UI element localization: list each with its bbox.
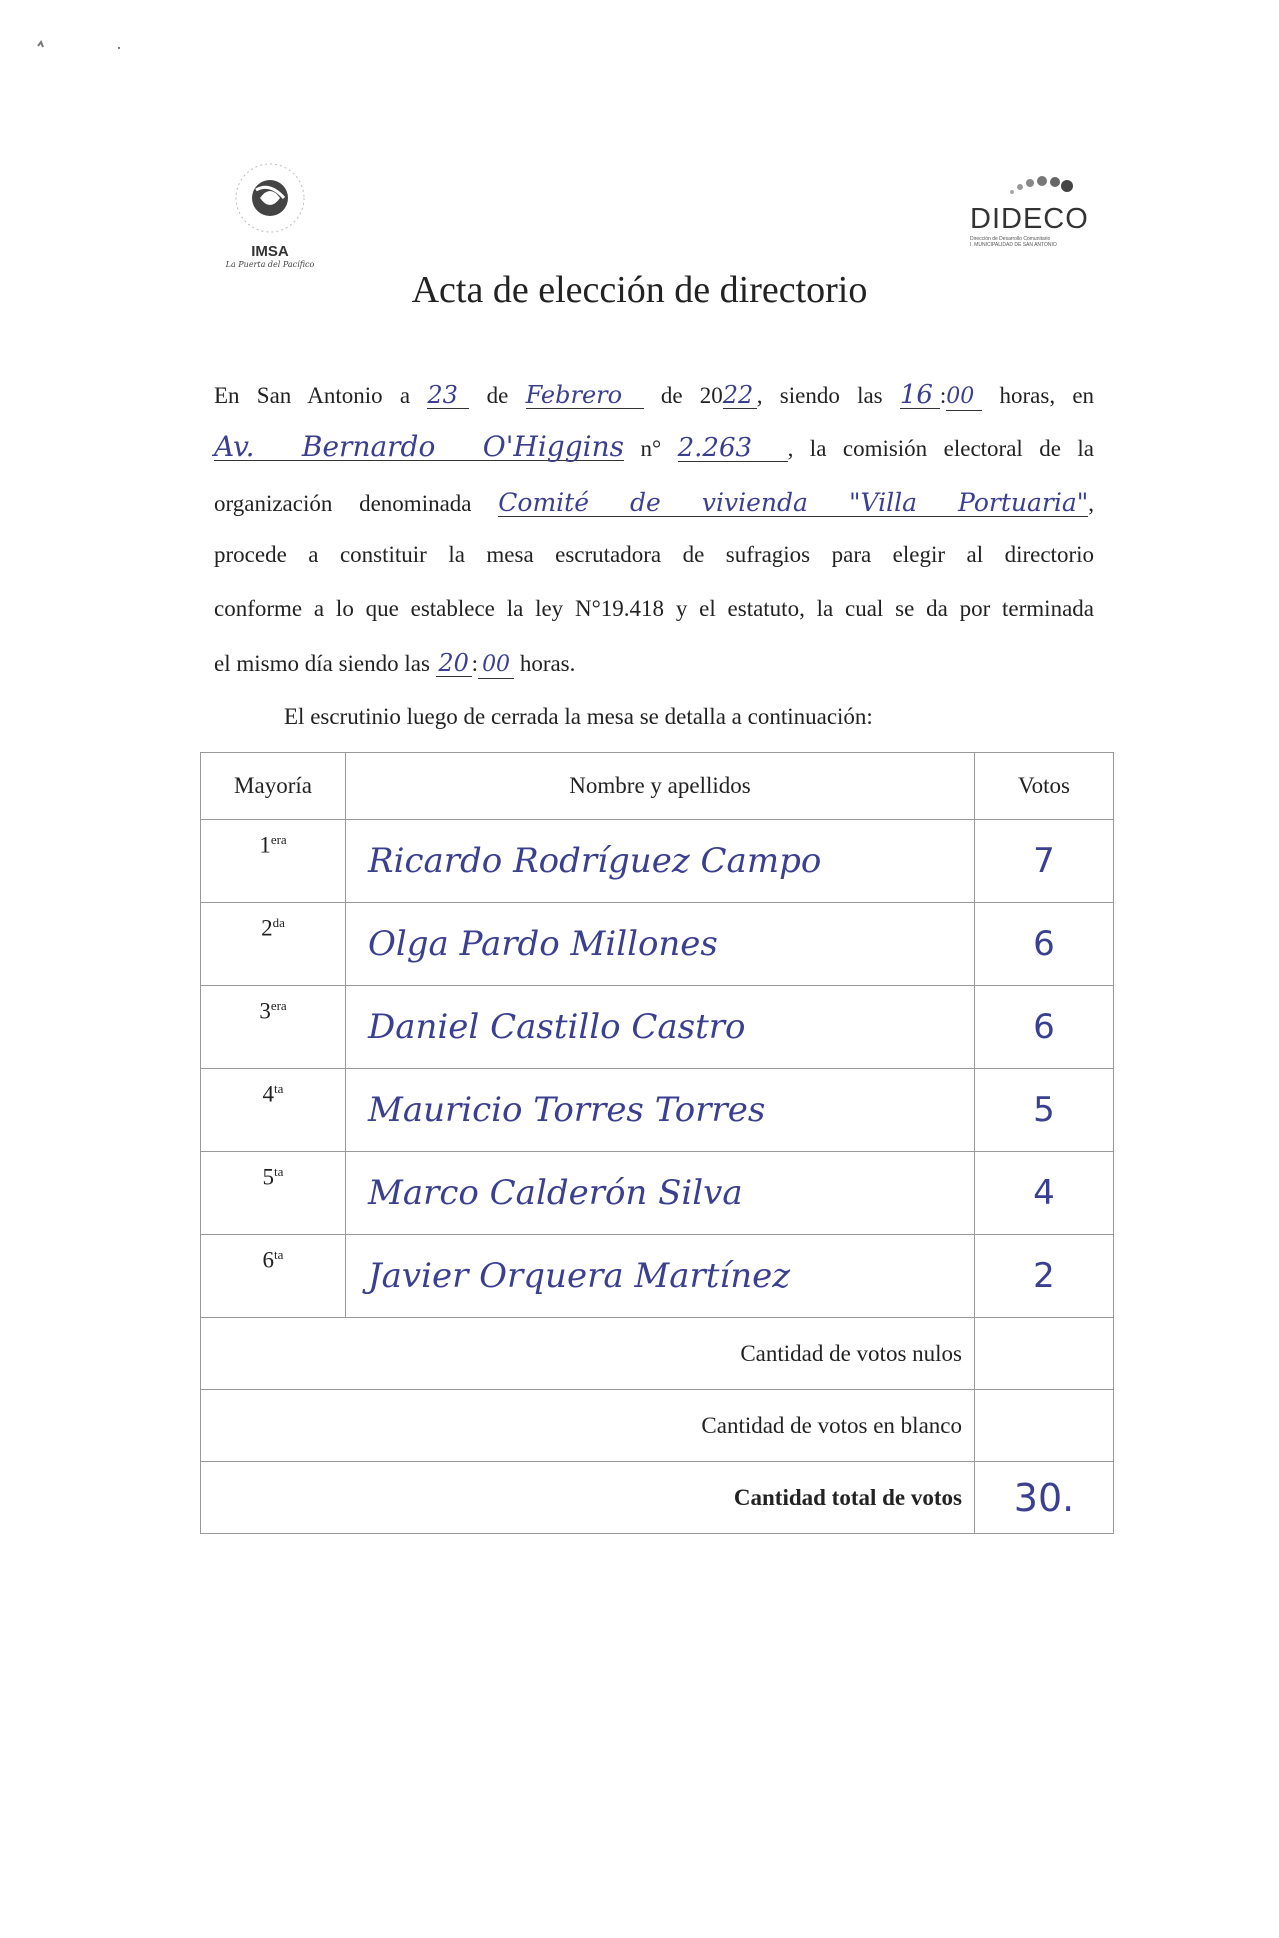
candidate-name: Ricardo Rodríguez Campo [368, 841, 822, 881]
candidate-name: Javier Orquera Martínez [368, 1256, 791, 1296]
rank-suffix: era [270, 998, 287, 1013]
dideco-logo-text: DIDECO [970, 203, 1089, 235]
end-hour-field: 20 [436, 650, 472, 677]
rank-cell [201, 1069, 346, 1152]
text-comision-electoral: , la comisión electoral de la [787, 436, 1095, 461]
total-value-cell [975, 1462, 1114, 1534]
candidate-name-cell [346, 1152, 975, 1235]
candidate-name: Olga Pardo Millones [368, 924, 718, 964]
text-horas-en: horas, en [999, 383, 1095, 408]
text-organizacion-denominada: organización denominada [214, 491, 472, 516]
total-row [201, 1462, 1114, 1534]
rank-number: 5 [262, 1164, 275, 1190]
header-votos: Votos [975, 753, 1114, 820]
candidate-votes: 6 [1033, 1007, 1055, 1047]
blanco-value [975, 1390, 1114, 1462]
rank-cell [201, 1152, 346, 1235]
candidate-name-cell [346, 986, 975, 1069]
table-row [201, 820, 1114, 903]
month-field: Febrero [526, 382, 644, 409]
candidate-name-cell [346, 903, 975, 986]
rank-cell [201, 1235, 346, 1318]
rank-number: 6 [262, 1247, 275, 1273]
votes-cell [975, 820, 1114, 903]
nulos-row [201, 1318, 1114, 1390]
rank-number: 2 [261, 915, 273, 941]
document-title: Acta de elección de directorio [411, 269, 868, 311]
table-row [201, 986, 1114, 1069]
candidate-name-cell [346, 1235, 975, 1318]
header-nombre: Nombre y apellidos [346, 753, 975, 820]
rank-suffix: ta [274, 1247, 284, 1262]
nulos-label: Cantidad de votos nulos [201, 1318, 975, 1390]
rank-suffix: da [272, 915, 285, 930]
nulos-value [975, 1318, 1114, 1390]
blanco-label: Cantidad de votos en blanco [201, 1390, 975, 1462]
paragraph-line-4: procede a constituir la mesa escrutadora de sufragios para elegir al directorio [214, 542, 1094, 567]
imsa-seal-icon [210, 160, 330, 240]
text-en-san-antonio: En San Antonio a [214, 383, 411, 408]
rank-cell [201, 903, 346, 986]
start-min-field: 00 [946, 384, 982, 411]
text-horas: horas. [519, 651, 576, 676]
paragraph-line-3 [214, 490, 1094, 517]
votes-cell [975, 986, 1114, 1069]
candidate-name: Daniel Castillo Castro [368, 1007, 746, 1047]
votes-cell [975, 1152, 1114, 1235]
imsa-logo-text: IMSA [251, 243, 289, 260]
rank-suffix: era [270, 832, 287, 847]
votes-cell [975, 903, 1114, 986]
text-numero: n° [640, 436, 662, 461]
paragraph-line-1 [214, 382, 1094, 411]
year-field: 22 [723, 382, 757, 409]
candidate-votes: 4 [1033, 1173, 1055, 1213]
end-min-field: 00 [478, 652, 514, 679]
votes-cell [975, 1235, 1114, 1318]
candidate-votes: 7 [1033, 841, 1055, 881]
rank-suffix: ta [274, 1081, 284, 1096]
text-siendo-las: , siendo las [756, 383, 883, 408]
paragraph-line-6 [214, 650, 1094, 679]
address-field: Av. Bernardo O'Higgins [214, 430, 624, 463]
candidate-votes: 5 [1033, 1090, 1055, 1130]
day-field: 23 [427, 382, 469, 409]
header-mayoria: Mayoría [201, 753, 346, 820]
candidate-votes: 6 [1033, 924, 1055, 964]
text-mismo-dia: el mismo día siendo las [214, 651, 430, 676]
table-row [201, 1152, 1114, 1235]
text-de-20: de 20 [660, 383, 723, 408]
rank-number: 3 [259, 998, 271, 1024]
rank-number: 1 [259, 832, 271, 858]
paragraph-line-2 [214, 430, 1095, 463]
candidate-name: Mauricio Torres Torres [368, 1090, 766, 1130]
paragraph-line-5: conforme a lo que establece la ley N°19.418 y el estatuto, la cual se da por terminada [214, 596, 1094, 621]
scan-mark [30, 30, 120, 60]
paragraph-line-7: El escrutinio luego de cerrada la mesa se detalla a continuación: [284, 704, 873, 729]
rank-cell [201, 820, 346, 903]
text-colon-1: : [939, 383, 947, 408]
dideco-dots-icon [970, 170, 1120, 200]
text-colon-2: : [471, 651, 479, 676]
dideco-logo-sub2: I. MUNICIPALIDAD DE SAN ANTONIO [970, 242, 1057, 248]
start-hour-field: 16 [900, 382, 940, 409]
imsa-logo-seal-text [210, 168, 330, 169]
candidate-votes: 2 [1033, 1256, 1055, 1296]
table-row [201, 1235, 1114, 1318]
text-de: de [486, 383, 509, 408]
table-row [201, 903, 1114, 986]
candidate-name-cell [346, 820, 975, 903]
organization-name-field: Comité de vivienda "Villa Portuaria" [498, 488, 1089, 517]
total-value: 30. [1013, 1475, 1075, 1520]
blanco-row [201, 1390, 1114, 1462]
votes-table [200, 752, 1114, 1534]
table-header-row [201, 753, 1114, 820]
text-comma: , [1088, 491, 1095, 516]
total-label: Cantidad total de votos [201, 1462, 975, 1534]
candidate-name: Marco Calderón Silva [368, 1173, 743, 1213]
votes-cell [975, 1069, 1114, 1152]
dideco-logo-sub1: Dirección de Desarrollo Comunitario [970, 236, 1051, 242]
table-row [201, 1069, 1114, 1152]
rank-number: 4 [262, 1081, 275, 1107]
rank-cell [201, 986, 346, 1069]
dideco-logo [970, 170, 1120, 260]
street-number-field: 2.263 [678, 435, 788, 462]
candidate-name-cell [346, 1069, 975, 1152]
imsa-logo [210, 160, 330, 270]
rank-suffix: ta [274, 1164, 284, 1179]
imsa-logo-tagline: La Puerta del Pacífico [225, 260, 315, 269]
